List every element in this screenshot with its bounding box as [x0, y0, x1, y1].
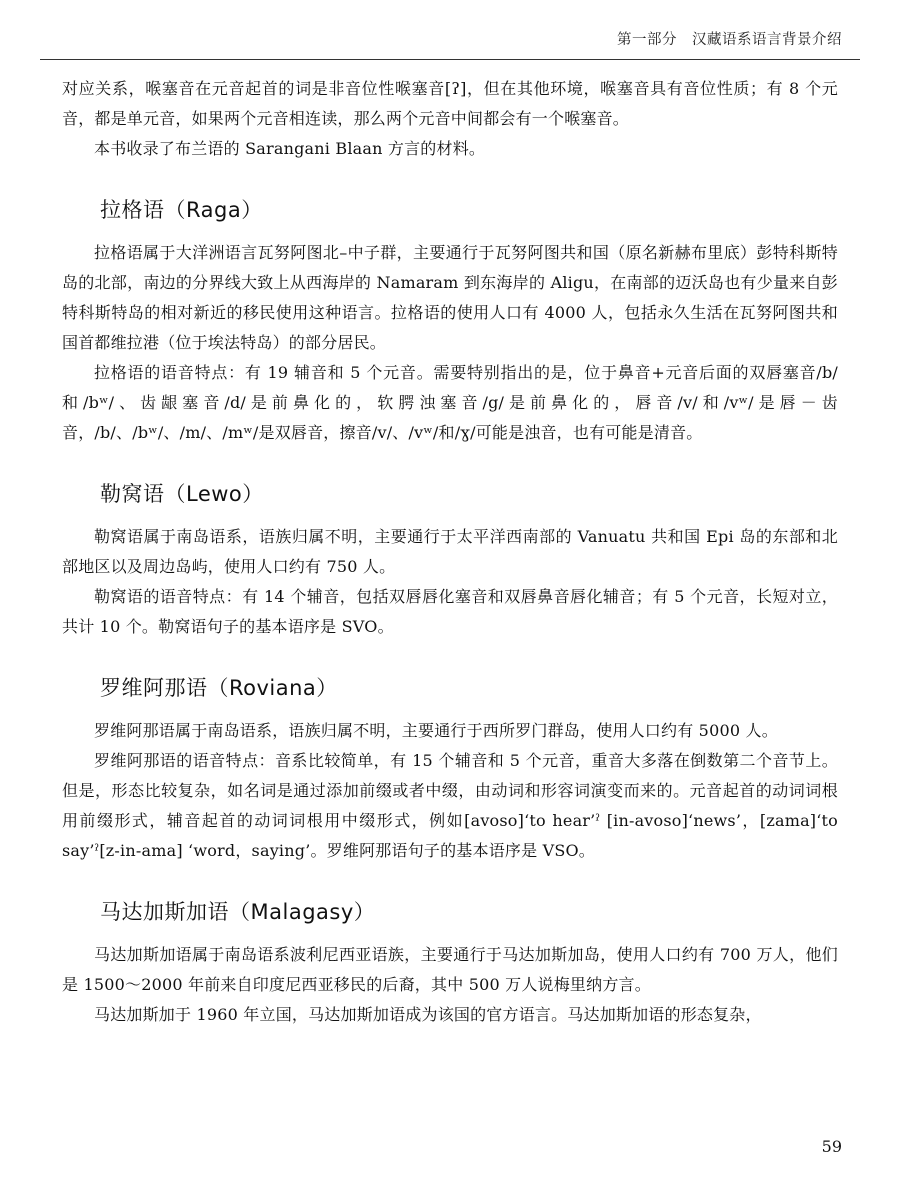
intro-paragraph: 对应关系，喉塞音在元音起首的词是非音位性喉塞音[ʔ]，但在其他环境，喉塞音具有音位性质；有 8 个元音，都是单元音，如果两个元音相连读，那么两个元音中间都会有一个喉塞音。: [62, 79, 838, 128]
section-heading-malagasy: 马达加斯加语（Malagasy）: [100, 900, 376, 924]
section-heading-raga: 拉格语（Raga）: [100, 198, 263, 222]
section-paragraph: 罗维阿那语的语音特点：音系比较简单，有 15 个辅音和 5 个元音，重音大多落在倒数第二个音节上。但是，形态比较复杂，如名词是通过添加前缀或者中缀，由动词和形容词演变而来的。元音起首的动词词根用前缀形式，辅音起首的动词词根用中缀形式，例如[avoso]‘to hear’ˀ [in-avoso]‘news’，[zama]‘to say’ˀ[z-in-ama] ‘word，saying’。罗维阿那语句子的基本语序是 VSO。: [62, 751, 838, 860]
section-paragraph: 勒窝语属于南岛语系，语族归属不明，主要通行于太平洋西南部的 Vanuatu 共和国 Epi 岛的东部和北部地区以及周边岛屿，使用人口约有 750 人。: [62, 527, 838, 576]
section-paragraph: 马达加斯加语属于南岛语系波利尼西亚语族，主要通行于马达加斯加岛，使用人口约有 700 万人，他们是 1500～2000 年前来自印度尼西亚移民的后裔，其中 500 万人说梅里纳方言。: [62, 945, 838, 994]
page-number: 59: [821, 1137, 842, 1156]
section-paragraph: 拉格语的语音特点：有 19 辅音和 5 个元音。需要特别指出的是，位于鼻音+元音后面的双唇塞音/b/和/bʷ/、齿龈塞音/d/是前鼻化的，软腭浊塞音/g/是前鼻化的，唇音/v/和/vʷ/是唇－齿音，/b/、/bʷ/、/m/、/mʷ/是双唇音，擦音/v/、/vʷ/和/ɣ/可能是浊音，也有可能是清音。: [62, 363, 838, 442]
header-rule: [40, 59, 860, 60]
section-heading-lewo: 勒窝语（Lewo）: [100, 482, 264, 506]
section-paragraph: 勒窝语的语音特点：有 14 个辅音，包括双唇唇化塞音和双唇鼻音唇化辅音；有 5 个元音，长短对立，共计 10 个。勒窝语句子的基本语序是 SVO。: [62, 587, 838, 636]
page-body: [62, 74, 838, 1030]
section-heading-roviana: 罗维阿那语（Roviana）: [100, 676, 338, 700]
intro-paragraph: 本书收录了布兰语的 Sarangani Blaan 方言的材料。: [94, 139, 486, 158]
section-paragraph: 马达加斯加于 1960 年立国，马达加斯加语成为该国的官方语言。马达加斯加语的形态复杂，: [94, 1005, 762, 1024]
running-header: 第一部分 汉藏语系语言背景介绍: [617, 32, 842, 48]
section-paragraph: 拉格语属于大洋洲语言瓦努阿图北–中子群，主要通行于瓦努阿图共和国（原名新赫布里底）彭特科斯特岛的北部，南边的分界线大致上从西海岸的 Namaram 到东海岸的 Aligu，在南部的迈沃岛也有少量来自彭特科斯特岛的相对新近的移民使用这种语言。拉格语的使用人口有 4000 人，包括永久生活在瓦努阿图共和国首都维拉港（位于埃法特岛）的部分居民。: [62, 243, 838, 352]
section-paragraph: 罗维阿那语属于南岛语系，语族归属不明，主要通行于西所罗门群岛，使用人口约有 5000 人。: [94, 721, 778, 740]
